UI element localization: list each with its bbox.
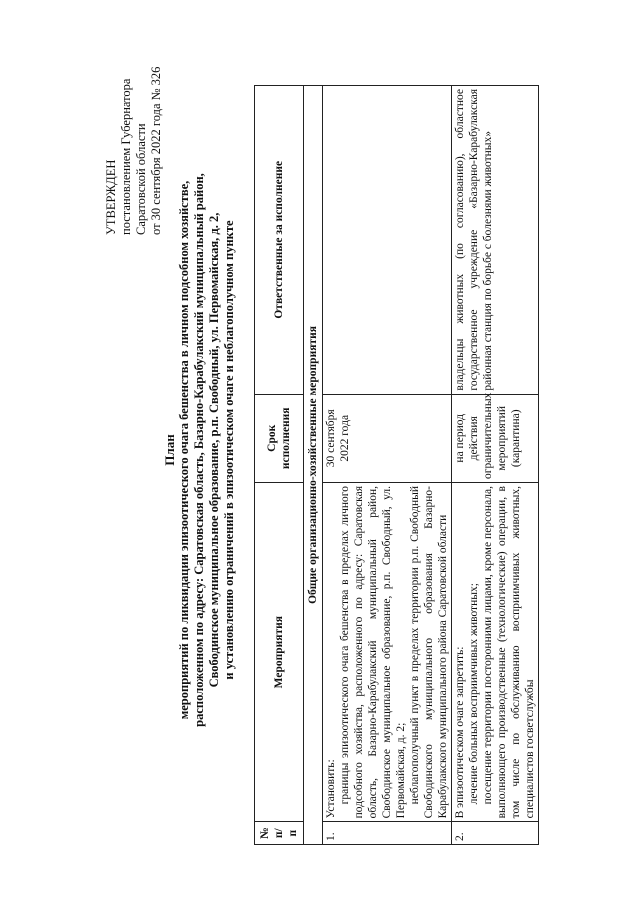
measure-text: посещение территории посторонними лицами, кроме персонала, выполняющего производственные (технологические) операции, в том числе по обслуживанию восприимчивых животных, специалистов госветслужбы [482, 486, 536, 819]
measure-text: неблагополучный пункт в пределах территории р.п. Свободный Свободинского муниципального образования Базарно-Карабулакского муниципального района Саратовской области [409, 486, 449, 819]
row-num: 1. [323, 822, 452, 845]
table-row [323, 86, 452, 845]
approval-date: от 30 сентября 2022 года № 326 [149, 66, 163, 235]
header-responsible: Ответственные за исполнение [255, 86, 304, 395]
measure-text: границы эпизоотического очага бешенства в пределах личного подсобного хозяйства, расположенного по адресу: Саратовская область, Базарно-Карабулакский муниципальный район, Свободинское муниципальное образование, р.п. Свободный, ул. Первомайская, д. 2; [339, 486, 407, 819]
title-line: расположенном по адресу: Саратовская область, Базарно-Карабулакский муниципальный район, [192, 173, 206, 727]
row-term: 30 сентября 2022 года [323, 394, 452, 482]
measures-table [254, 85, 539, 845]
measure-text: В эпизоотическом очаге запретить: [454, 646, 466, 819]
approval-title: УТВЕРЖДЕН [104, 159, 118, 235]
title-line: Свободинское муниципальное образование, р.п. Свободный, ул. Первомайская, д. 2, [207, 212, 221, 688]
header-term: Срок исполнения [255, 394, 304, 482]
row-responsible [323, 86, 452, 395]
approval-line: Саратовской области [134, 123, 148, 235]
table-row [452, 86, 539, 845]
row-measures [323, 483, 452, 822]
header-num: № п/п [255, 822, 304, 845]
document-title [162, 85, 237, 815]
table-header-row [255, 86, 304, 845]
row-responsible: владельцы животных (по согласованию), областное государственное учреждение «Базарно-Карабулакская районная станция по борьбе с болезнями животных» [452, 86, 539, 395]
title-line: и установлению ограничений в эпизоотическом очаге и неблагополучном пункте [222, 220, 236, 680]
plan-heading: План [162, 434, 177, 466]
section-row [304, 86, 323, 845]
approval-stamp [104, 5, 164, 235]
measure-text: Установить: [325, 759, 337, 819]
row-num: 2. [452, 822, 539, 845]
row-term: на период действия ограничительных мероприятий (карантина) [452, 394, 539, 482]
row-measures [452, 483, 539, 822]
measure-text: лечение больных восприимчивых животных; [468, 583, 480, 805]
title-line: мероприятий по ликвидации эпизоотического очага бешенства в личном подсобном хозяйстве, [177, 180, 191, 720]
header-measures: Мероприятия [255, 483, 304, 822]
section-title: Общие организационно-хозяйственные мероприятия [304, 86, 323, 845]
approval-line: постановлением Губернатора [119, 78, 133, 235]
